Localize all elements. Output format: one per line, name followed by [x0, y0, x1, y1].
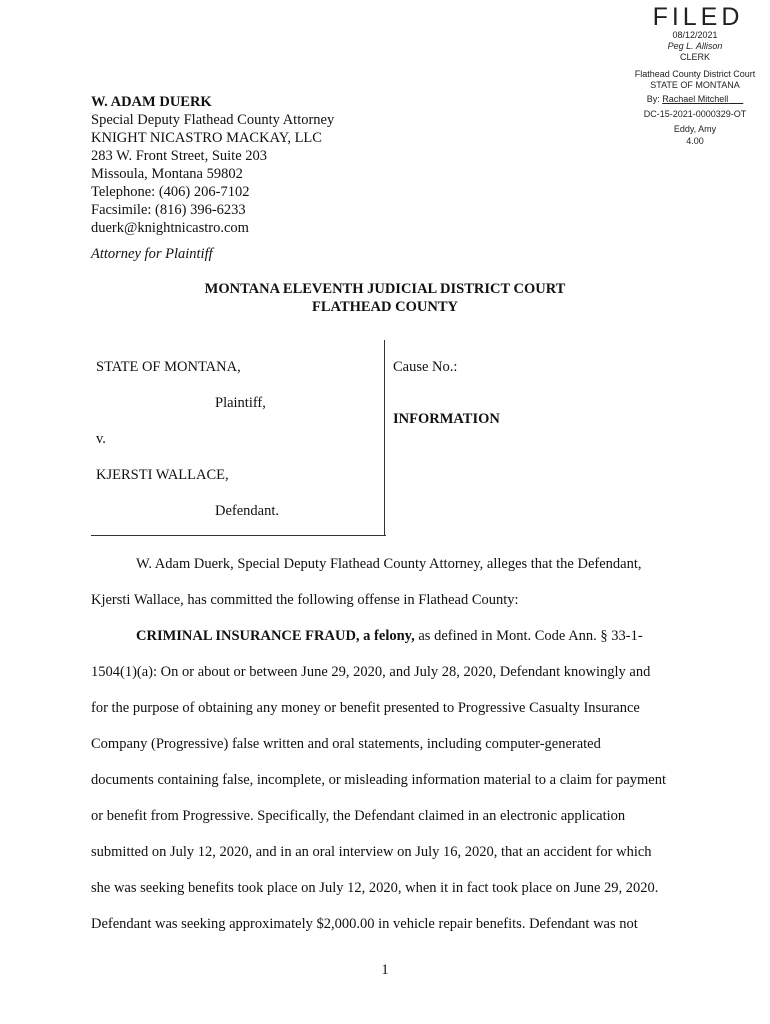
- body-line: W. Adam Duerk, Special Deputy Flathead County Attorney, alleges that the Defendant,: [136, 556, 642, 572]
- attorney-title: Special Deputy Flathead County Attorney: [91, 112, 335, 128]
- body-line: Kjersti Wallace, has committed the following offense in Flathead County:: [91, 592, 519, 608]
- case-caption: [91, 358, 385, 536]
- document-title: INFORMATION: [393, 411, 500, 427]
- by-label: By:: [646, 94, 660, 104]
- attorney-facsimile: Facsimile: (816) 396-6233: [91, 202, 246, 218]
- body-line: Company (Progressive) false written and oral statements, including computer-generated: [91, 736, 601, 752]
- filed-label: FILED: [652, 3, 744, 31]
- caption-horizontal-rule: [91, 535, 386, 536]
- plaintiff-name: STATE OF MONTANA,: [96, 359, 241, 375]
- offense-name: CRIMINAL INSURANCE FRAUD, a felony,: [136, 628, 415, 644]
- paragraph-allegation: [91, 555, 680, 591]
- paragraph-offense: [91, 627, 680, 663]
- attorney-telephone: Telephone: (406) 206-7102: [91, 184, 250, 200]
- body-line: Defendant was seeking approximately $2,000.00 in vehicle repair benefits. Defendant was not: [91, 916, 638, 932]
- stamp-judge: Eddy, Amy: [673, 124, 717, 134]
- court-heading: [0, 280, 770, 316]
- offense-statute: as defined in Mont. Code Ann. § 33-1-: [414, 628, 643, 644]
- body-line: submitted on July 12, 2020, and in an oral interview on July 16, 2020, that an accident for which: [91, 844, 652, 860]
- body-line: or benefit from Progressive. Specifically, the Defendant claimed in an electronic application: [91, 808, 626, 824]
- by-name: Rachael Mitchell: [662, 94, 729, 104]
- page-number: 1: [381, 962, 389, 978]
- defendant-name: KJERSTI WALLACE,: [96, 467, 229, 483]
- body-line-offense-intro: [91, 627, 680, 663]
- attorney-block: [91, 93, 334, 263]
- clerk-title: CLERK: [679, 52, 710, 62]
- body-line: she was seeking benefits took place on July 12, 2020, when it in fact took place on June 29, 2020.: [91, 880, 659, 896]
- versus: v.: [96, 431, 106, 447]
- court-county: FLATHEAD COUNTY: [312, 299, 458, 315]
- body-line: 1504(1)(a): On or about or between June 29, 2020, and July 28, 2020, Defendant knowingly and: [91, 664, 651, 680]
- stamp-by-line: [620, 93, 770, 105]
- attorney-firm: KNIGHT NICASTRO MACKAY, LLC: [91, 130, 322, 146]
- body-line: documents containing false, incomplete, or misleading information material to a claim for payment: [91, 772, 666, 788]
- plaintiff-role: Plaintiff,: [215, 395, 266, 411]
- attorney-name: W. ADAM DUERK: [91, 94, 212, 110]
- stamp-court: Flathead County District Court: [634, 69, 756, 79]
- clerk-name: Peg L. Allison: [667, 41, 723, 51]
- case-caption-right: [393, 358, 500, 428]
- stamp-state: STATE OF MONTANA: [650, 80, 740, 90]
- attorney-email: duerk@knightnicastro.com: [91, 220, 249, 236]
- information-body: [91, 555, 680, 951]
- filed-date: 08/12/2021: [672, 30, 718, 40]
- stamp-case-number: DC-15-2021-0000329-OT: [643, 109, 747, 119]
- attorney-for: Attorney for Plaintiff: [91, 246, 213, 262]
- body-line: for the purpose of obtaining any money or benefit presented to Progressive Casualty Insurance: [91, 700, 640, 716]
- court-name: MONTANA ELEVENTH JUDICIAL DISTRICT COURT: [204, 281, 566, 297]
- defendant-role: Defendant.: [215, 503, 280, 519]
- cause-number-label: Cause No.:: [393, 359, 458, 375]
- attorney-address2: Missoula, Montana 59802: [91, 166, 243, 182]
- caption-vertical-rule: [384, 340, 385, 536]
- filed-stamp: [620, 4, 770, 147]
- attorney-address1: 283 W. Front Street, Suite 203: [91, 148, 268, 164]
- stamp-code: 4.00: [686, 136, 704, 146]
